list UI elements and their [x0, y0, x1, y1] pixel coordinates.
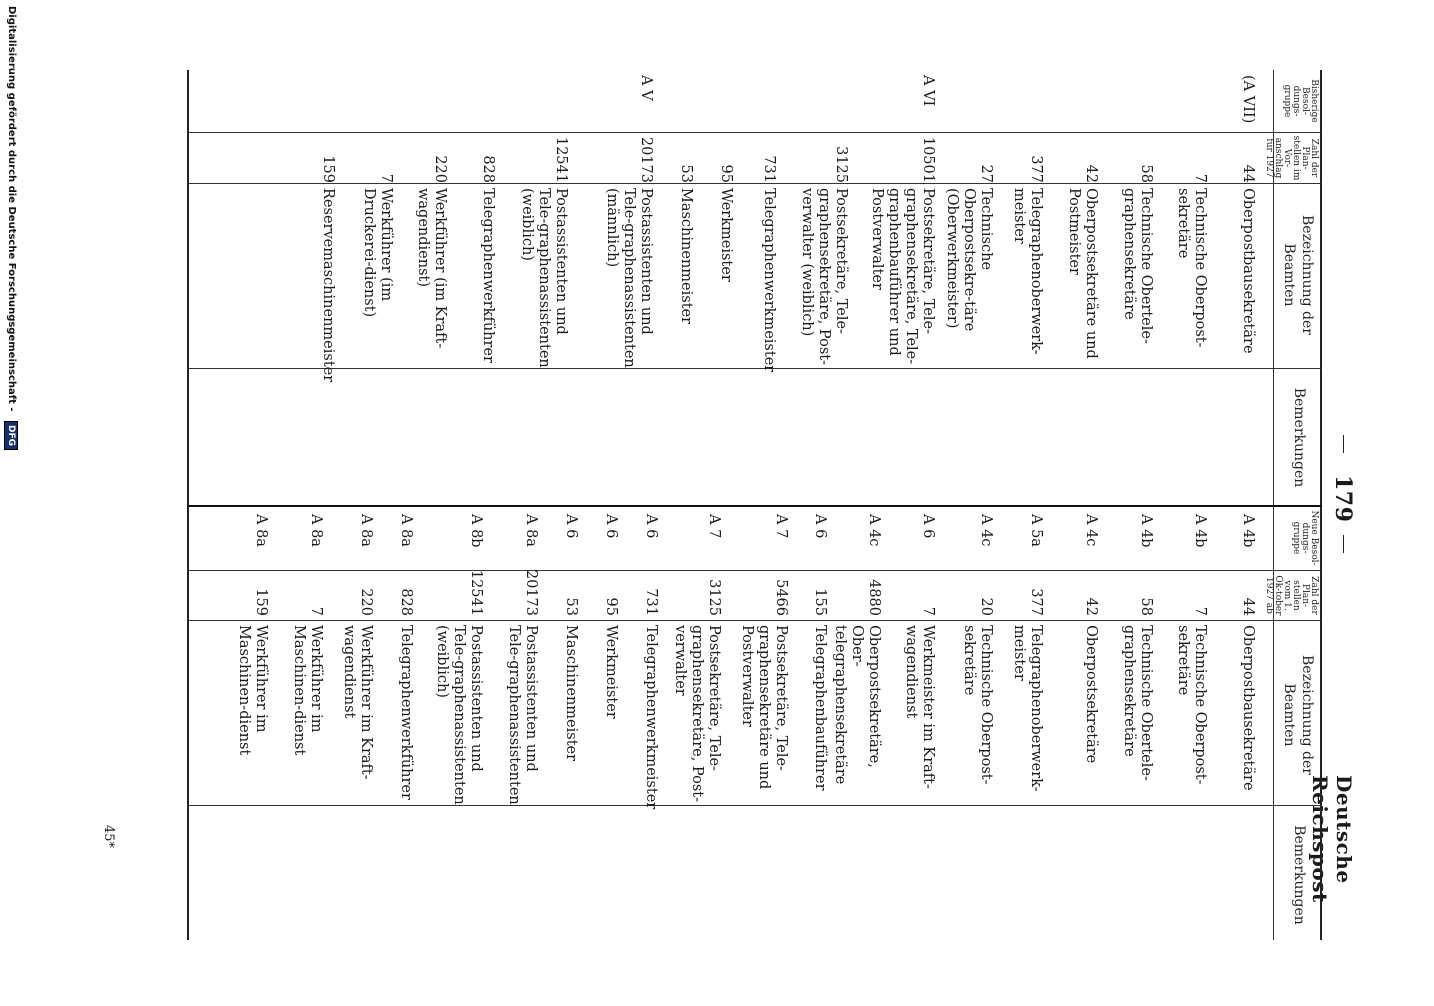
- right-row-16-group: A 8b: [468, 514, 484, 548]
- left-row-7-name: Postsekretäre, Tele-graphensekretäre, Tele-graphenbauführer und Postverwalter: [869, 188, 936, 365]
- page-footnote: 45*: [101, 825, 116, 849]
- right-row-4-group: A 4c: [1083, 514, 1099, 547]
- right-row-11-count: 3125: [706, 579, 722, 616]
- right-row-18-name: Werkführer im Kraft-wagendienst: [341, 625, 374, 780]
- left-row-16-name: Werkführer (im Druckerei-dienst): [361, 188, 394, 318]
- right-row-2-group: A 4b: [1192, 514, 1208, 548]
- right-row-20-group: A 8a: [253, 514, 269, 547]
- left-row-6-name: Technische Oberpostsekre-täre (Oberwerkmeister): [944, 188, 994, 332]
- right-row-7-name: Werkmeister im Kraft-wagendienst: [903, 625, 936, 789]
- right-row-17-name: Telegraphenwerkführer: [398, 625, 414, 800]
- right-row-7-group: A 6: [920, 514, 936, 539]
- table-middle-divider: [189, 505, 1322, 507]
- right-row-6-count: 20: [978, 597, 994, 616]
- right-row-13-count: 95: [603, 597, 619, 616]
- right-row-1-count: 44: [1240, 597, 1256, 616]
- left-row-3-count: 58: [1138, 164, 1154, 183]
- header-new-name: Bezeichnung der Beamten: [1281, 655, 1315, 775]
- right-row-14-count: 53: [563, 597, 579, 616]
- left-row-1-count: 44: [1240, 164, 1256, 183]
- left-row-4-count: 42: [1083, 164, 1099, 183]
- header-new-group: Neue Besol-dungs-gruppe: [1291, 510, 1319, 566]
- right-row-14-group: A 6: [563, 514, 579, 539]
- right-row-16-count: 12541: [468, 569, 484, 616]
- left-row-8-name: Postsekretäre, Tele-graphensekretäre, Post-verwalter (weiblich): [799, 188, 849, 365]
- right-row-11-name: Postsekretäre, Tele-graphensekretäre, Post-verwalter: [672, 625, 722, 802]
- left-row-13-count: 12541: [553, 136, 569, 183]
- right-row-12-count: 731: [643, 588, 659, 616]
- left-row-5-name: Telegraphenoberwerk-meister: [1011, 188, 1044, 355]
- right-row-3-group: A 4b: [1138, 514, 1154, 548]
- right-row-12-group: A 6: [643, 514, 659, 539]
- right-row-9-group: A 6: [812, 514, 828, 539]
- right-row-6-name: Technische Oberpost-sekretäre: [961, 625, 994, 785]
- left-row-11-name: Maschinenmeister: [678, 188, 694, 325]
- left-row-1-group: (A VII): [1240, 75, 1256, 124]
- left-row-16-count: 7: [378, 173, 394, 183]
- col-divider-2: [189, 183, 1322, 184]
- right-row-3-count: 58: [1138, 597, 1154, 616]
- left-row-15-name: Werkführer (im Kraft-wagendienst): [415, 188, 448, 349]
- right-row-8-group: A 4c: [866, 514, 882, 547]
- right-row-18-count: 220: [358, 588, 374, 616]
- left-row-10-count: 95: [718, 164, 734, 183]
- right-row-14-name: Maschinenmeister: [563, 625, 579, 762]
- header-old-remarks: Bemerkungen: [1291, 387, 1307, 488]
- right-row-6-group: A 4c: [978, 514, 994, 547]
- left-row-7-group: A VI: [920, 75, 936, 107]
- right-row-1-group: A 4b: [1240, 514, 1256, 548]
- col-divider-6: [189, 620, 1322, 621]
- right-row-2-count: 7: [1192, 606, 1208, 616]
- left-row-2-name: Technische Oberpost-sekretäre: [1175, 188, 1208, 348]
- right-row-20-name: Werkführer im Maschinen-dienst: [236, 625, 269, 756]
- left-row-3-name: Technische Obertele-graphensekretäre: [1121, 188, 1154, 344]
- left-row-17-name: Reservemaschinenmeister: [320, 188, 336, 383]
- left-row-6-count: 27: [978, 164, 994, 183]
- right-row-13-name: Werkmeister: [603, 625, 619, 719]
- right-row-17-group: A 8a: [398, 514, 414, 547]
- right-row-4-name: Oberpostsekretäre: [1083, 625, 1099, 764]
- right-row-9-count: 155: [812, 588, 828, 616]
- header-old-group: Bisherige Besol-dungs-gruppe: [1282, 79, 1319, 123]
- right-row-20-count: 159: [253, 588, 269, 616]
- left-row-1-name: Oberpostbausekretäre: [1240, 188, 1256, 354]
- left-row-11-count: 53: [678, 164, 694, 183]
- right-row-10-count: 5466: [773, 579, 789, 616]
- left-row-7-count: 10501: [920, 136, 936, 183]
- page-dash-left: [1343, 435, 1344, 453]
- publisher-heading: Deutsche Reichspost: [1308, 775, 1356, 903]
- right-row-4-count: 42: [1083, 597, 1099, 616]
- left-row-12-count: 20173: [638, 136, 654, 183]
- left-row-13-name: Postassistenten und Tele-graphenassistenten (weiblich): [519, 188, 569, 368]
- right-row-19-name: Werkführer im Maschinen-dienst: [291, 625, 324, 756]
- right-row-7-count: 7: [920, 606, 936, 616]
- right-row-16-name: Postassistenten und Tele-graphenassistenten (weiblich): [434, 625, 484, 805]
- left-row-17-count: 159: [320, 155, 336, 183]
- page-dash-right: [1343, 535, 1344, 553]
- right-row-19-group: A 8a: [308, 514, 324, 547]
- right-row-19-count: 7: [308, 606, 324, 616]
- right-row-8-name: Oberpostsekretäre, Ober-telegraphensekretäre: [832, 625, 882, 785]
- right-row-18-group: A 8a: [358, 514, 374, 547]
- right-row-1-name: Oberpostbausekretäre: [1240, 625, 1256, 791]
- left-row-8-count: 3125: [833, 146, 849, 183]
- left-row-15-count: 220: [432, 155, 448, 183]
- right-row-10-group: A 7: [773, 514, 789, 539]
- right-row-2-name: Technische Oberpost-sekretäre: [1175, 625, 1208, 785]
- header-old-count: Zahl der Plan-stellen im Vor-anschlag für 1927: [1264, 135, 1319, 181]
- right-row-5-count: 377: [1028, 588, 1044, 616]
- left-row-12-group: A V: [638, 75, 654, 101]
- right-row-11-group: A 7: [706, 514, 722, 539]
- left-row-14-count: 828: [480, 155, 496, 183]
- right-row-15-name: Postassistenten und Tele-graphenassistenten: [506, 625, 539, 805]
- left-row-9-name: Telegraphenwerkmeister: [761, 188, 777, 373]
- right-row-15-group: A 8a: [523, 514, 539, 547]
- left-row-9-count: 731: [761, 155, 777, 183]
- right-row-17-count: 828: [398, 588, 414, 616]
- digitization-note: [4, 0, 18, 1006]
- left-row-2-count: 7: [1192, 173, 1208, 183]
- dfg-logo: DFG: [4, 421, 18, 450]
- right-row-8-count: 4880: [866, 579, 882, 616]
- right-row-3-name: Technische Obertele-graphensekretäre: [1121, 625, 1154, 781]
- right-row-10-name: Postsekretäre, Tele-graphensekretäre und Postverwalter: [739, 625, 789, 790]
- left-row-12-name: Postassistenten und Tele-graphenassistenten (männlich): [604, 188, 654, 368]
- right-row-9-name: Telegraphenbauführer: [812, 625, 828, 791]
- right-row-15-count: 20173: [523, 569, 539, 616]
- right-row-12-name: Telegraphenwerkmeister: [643, 625, 659, 810]
- header-new-remarks: Bemerkungen: [1291, 825, 1307, 925]
- digitization-text: Digitalisierung gefördert durch die Deutsche Forschungsgemeinschaft -: [6, 6, 17, 412]
- page-number: 179: [1330, 475, 1356, 523]
- left-row-10-name: Werkmeister: [718, 188, 734, 282]
- right-row-5-group: A 5a: [1028, 514, 1044, 547]
- right-row-13-group: A 6: [603, 514, 619, 539]
- header-old-name: Bezeichnung der Beamten: [1281, 215, 1315, 335]
- left-row-4-name: Oberpostsekretäre und Postmeister: [1066, 188, 1099, 359]
- left-row-14-name: Telegraphenwerkführer: [480, 188, 496, 363]
- header-new-count: Zahl der Plan-stellen vom 1. Ok-tober 1927 ab: [1264, 575, 1319, 616]
- left-row-5-count: 377: [1028, 155, 1044, 183]
- right-row-5-name: Telegraphenoberwerk-meister: [1011, 625, 1044, 792]
